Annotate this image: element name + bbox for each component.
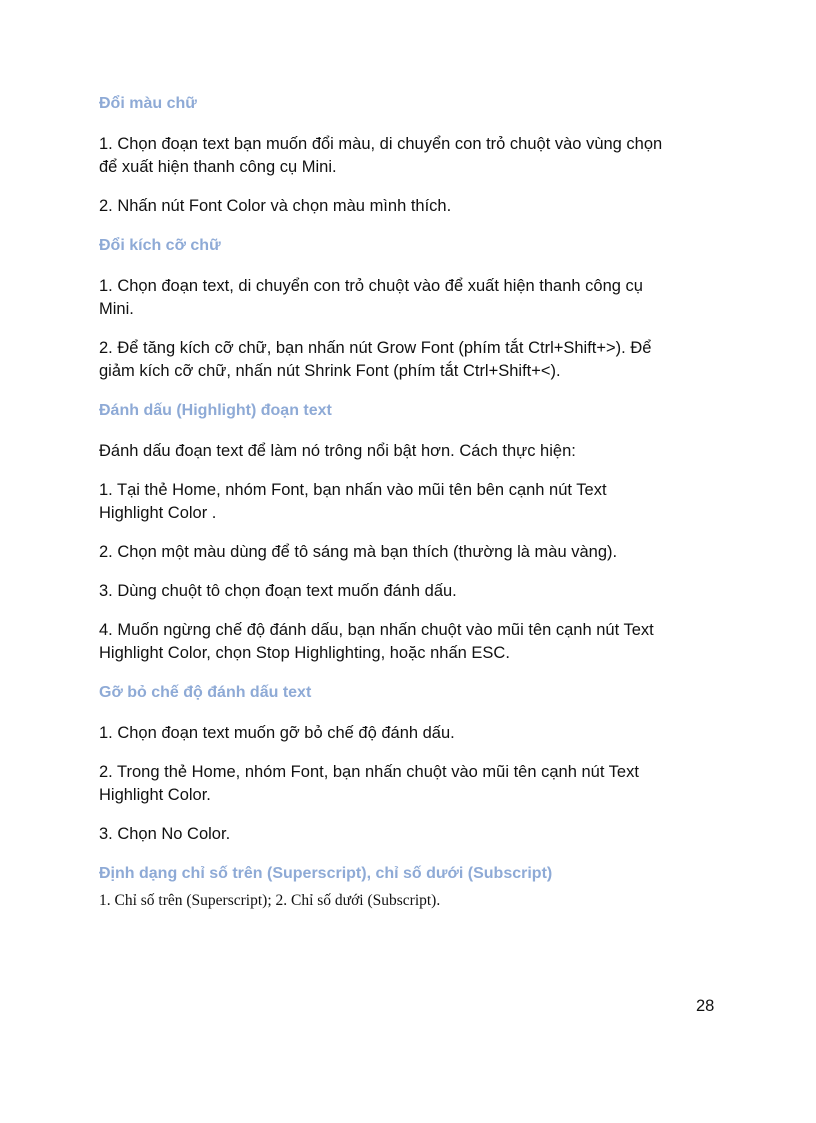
paragraph: 3. Dùng chuột tô chọn đoạn text muốn đánh dấu.	[99, 582, 457, 600]
paragraph: 1. Tại thẻ Home, nhóm Font, bạn nhấn vào mũi tên bên cạnh nút Text Highlight Color .	[99, 481, 607, 522]
paragraph: 2. Chọn một màu dùng để tô sáng mà bạn thích (thường là màu vàng).	[99, 543, 618, 561]
paragraph: 1. Chọn đoạn text, di chuyển con trỏ chuột vào để xuất hiện thanh công cụ Mini.	[99, 277, 643, 318]
section-heading-font-size: Đổi kích cỡ chữ	[99, 237, 221, 254]
paragraph: 1. Chọn đoạn text muốn gỡ bỏ chế độ đánh dấu.	[99, 724, 455, 742]
section-heading-font-color: Đổi màu chữ	[99, 95, 197, 112]
paragraph: 3. Chọn No Color.	[99, 825, 231, 843]
paragraph: Đánh dấu đoạn text để làm nó trông nổi bật hơn. Cách thực hiện:	[99, 442, 576, 460]
page-number: 28	[696, 997, 715, 1015]
section-heading-remove-highlight: Gỡ bỏ chế độ đánh dấu text	[99, 684, 312, 701]
paragraph: 2. Nhấn nút Font Color và chọn màu mình thích.	[99, 197, 452, 215]
paragraph: 4. Muốn ngừng chế độ đánh dấu, bạn nhấn chuột vào mũi tên cạnh nút Text Highlight Color, chọn Stop Highlighting, hoặc nhấn ESC.	[99, 621, 654, 662]
paragraph: 2. Để tăng kích cỡ chữ, bạn nhấn nút Grow Font (phím tắt Ctrl+Shift+>). Để giảm kích cỡ chữ, nhấn nút Shrink Font (phím tắt Ctrl+Shift+<).	[99, 339, 652, 380]
paragraph: 1. Chọn đoạn text bạn muốn đổi màu, di chuyển con trỏ chuột vào vùng chọn để xuất hiện thanh công cụ Mini.	[99, 135, 663, 176]
section-heading-highlight: Đánh dấu (Highlight) đoạn text	[99, 402, 332, 419]
paragraph: 2. Trong thẻ Home, nhóm Font, bạn nhấn chuột vào mũi tên cạnh nút Text Highlight Color.	[99, 763, 639, 804]
section-heading-superscript-subscript: Định dạng chỉ số trên (Superscript), chỉ số dưới (Subscript)	[99, 865, 553, 882]
superscript-subscript-line: 1. Chỉ số trên (Superscript); 2. Chỉ số dưới (Subscript).	[99, 892, 441, 909]
document-page	[99, 92, 729, 911]
